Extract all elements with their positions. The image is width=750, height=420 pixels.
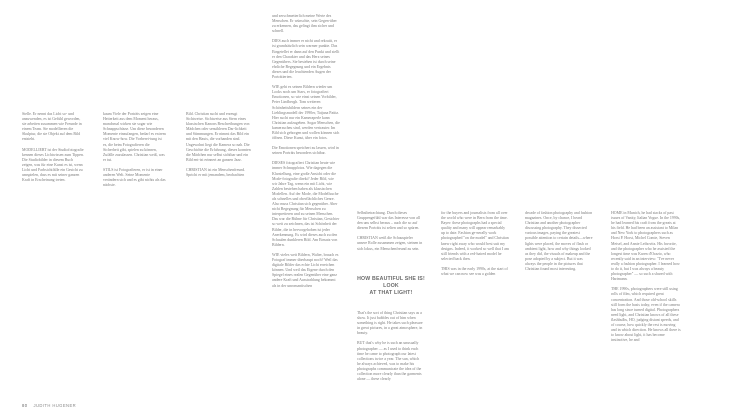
pull-quote-line-3: AT THAT LIGHT!: [369, 289, 413, 296]
column-paragraph: DIES auch immer er nicht und rekrutit, er ist grundsätzlich sein warmer punkte. Das Eingetellet er dann auf den Punkt und stellt er den Charakter und das Herz seines Gegenübers. Sie bestehen ist durch seine ehrliche Begegnung und ein Ergebnis dieses und die leuchtenden Augen der Porträtierten.: [272, 39, 340, 80]
column-text: decade of fashion photography and fashion magazines. Once, by chance, I heard Christian and another photographer discussing photography. They dissected various images, paying the greatest possible attention to certain details—where lights were placed, the moves of flash or ambient light, how and why things looked as they did, the visuals of makeup and the pose adopted by a subject. But it was always the people in the pictures that Christian found most interesting.: [525, 211, 593, 272]
column-paragraph: BUT that's why he is such an unusually photographer — as I used to think each time he came to photograph our latest collections twice a year. The sun, which he always achieved, was to make his photographs communicate the idea of the collection more clearly than the garments alone — these clearly: [357, 341, 422, 382]
pull-quote: [357, 276, 425, 296]
column-paragraph: DIESES fotografiert Christian heute wie immer Schnappfotos. Wie dagegen die Klarstellung, eine große Ansicht oder die Mode-fotografie direkt? Jeder Bild, wie wir Jahre Tag, wenn ein mit Licht, wie Zahlen bestehen haben als klassischen Modellen. Auf der Mode, die Modellsuche als schnelles und oberflächliches Genre. Also muss Christian sich gegenüber. Aber nicht Begegnung für Menschen zu interpretieren und zu seinen Menschen. Das war die Bühne für Christian, Gesichter so weit zu zeichnen, das ist Schönheit der Bilder, die in hervorgehoben ist jeder Anerkennung. Es wird dieses auch zu den Schaulen dunkleren Bild. Am Einsatz von Bildern.: [272, 161, 340, 247]
column-text: Stelle. Er nennt das Licht so- und anzuwenden, es ist Gefühl geworden, sie arbeiten zusammen wie Freunde in einem Team. Sie modellieren die Skulptur, die sie Objekt auf dem Bild entsteht.: [22, 112, 82, 142]
pull-quote-line-2: LOOK: [383, 282, 399, 289]
column-text: Bild. Christian sucht und erzeugt Sichtweise. Sichtweise aus Stern eines klassischen Kanons Beschreibungen von Mädchen oder sensibleren Dar-lichkeit und Stimmungen. Er nimmt das Bild ein mit den Hauts, die vorhanden sind. Ungewohnt liegt die Kamera so nah. Die Geschichte die Erfahrung, dieses konnten die Mädchen nur selbst sichtbar und ein Bild ent-ist erinnert an ganzen Jazz.: [186, 112, 251, 162]
text-column-4: [272, 14, 340, 398]
column-paragraph: CHRISTIAN weiß die Schauspieler unsere Rolle zusammen zeigen, steinen in sich lokus, ein Menschenfreund zu sein.: [357, 236, 423, 251]
column-paragraph: MODELLIERT ist der Studiofotografie kennen dieses Lichtwissen zum Tippen. Die Studiobilder in diesem Buch zeigen, was für eine Kunst es ist, wenn Licht und Farbsichtfälle ein Gesicht zu umspielen, dass es mit seiner ganzen Kraft in Erscheinung treten.: [22, 147, 84, 183]
text-column-5-bottom: [357, 311, 423, 398]
text-column-7: [525, 211, 593, 301]
page-number: 80: [22, 403, 28, 408]
pull-quote-line-1: HOW BEAUTIFUL SHE IS!: [357, 276, 425, 282]
text-column-8: [611, 211, 681, 399]
column-text: HOME in Munich, he had stacks of past issues of Vanity, Italian Vogue. In the 1990s, he had learned his craft from the greats at his field. He had been an assistant to Milan and New York to photographers such as Horst P. Horst, Michel Comte, Steven Meisel, and Annie Leibovitz. His favorite, and the photographer who he assisted the longest time was Karen d'Orazio, who recently said in an interview: "I've never really a fashion photographer. I learned how to do it, but I was always a beauty photographer" — so such a shared with Hartmann.: [611, 211, 681, 282]
page-folio: [22, 403, 76, 408]
column-text: Selbstbetrachtung. Durch dieses Gruppengefühl war das Interesse von all den uns selbst heraus – auch die so auf diesem Porträts ist selten und so spüren.: [357, 211, 420, 231]
column-paragraph: THE 1990s, photographers were still using rolls of film, which required great concentration. And those old-school skills still form the basis today, even if the camera has long since turned digital. Photographers need light, and Christian knows of all these flashbulbs, HO, judging distant speeds, and of course, how quickly the rest is moving and in which direction. He knows all there is to know about light, it has become instinctive, he and: [611, 287, 681, 343]
column-text: kaum Viele der Porträts zeigen eine Heiterkeit aus dem Moment heraus, manchmal wirken sie sogar wie Schnappschüsse. Um diese besonderen Momente einzufangen, bedarf es extrem viel Know-how. Die Vorberei-tung ist es, die beim Fotografieren die Sicherheit gibt, spielen zu können, Zufälle zuzulassen. Christian weiß, was er tut.: [103, 112, 166, 162]
column-paragraph: Die Emotionen speichert zu lassen, wird in seinen Porträts besonders sichtbar.: [272, 146, 339, 156]
text-column-5-top: [357, 211, 423, 265]
column-text: for the buyers and journalists from all over the world who were in Bern from the time. Bayer: these photographs had a special quality and many will appear remarkably up to date. Fashion ge-nerally work photographed "on the model" and Christian knew right away who would best suit my designs. Indeed, it worked so well that I am still friends with a red-haired model he selected back then.: [441, 211, 509, 261]
column-text: That's the sort of thing Christian says as a show. It just bubbles out of him when something is right. He takes such pleasure in great pictures, in a great atmosphere, in beauty.: [357, 311, 423, 336]
text-column-3: [186, 112, 252, 198]
column-text: und zerschmetterlich meine Werte des Menschen. Er wünschte, sein Gegen-über zu erkennen, das gelingt ihm sicher und schnell.: [272, 14, 337, 34]
running-head: JUDITH HUGENER: [33, 403, 77, 408]
text-column-1: [22, 112, 85, 198]
text-column-6: [441, 211, 509, 301]
column-paragraph: STILS ist Fotografieren, er ist in einer anderen Welt. Seine Momente verändern sich und es gibt nichts als das nächste.: [103, 167, 166, 188]
text-column-2: [103, 112, 166, 198]
column-paragraph: CHRISTIAN ist ein Menschenfreund. Spricht er mit jemandem, beobachten: [186, 167, 246, 178]
column-paragraph: WIE vieles weit Bildern, Walter, brauch es Fotograf immer überhaupt noch? Weil das digitale Bilder das echte Licht erreichen können. Und weil das Eigene durch den Spiegel eines realen Gegenüber eine ganz andere Kraft und Ausstrahlung bekommt als in der unromantischen: [272, 252, 339, 288]
column-paragraph: THIS was in the early 1990s, at the start of what we can now see was a golden: [441, 266, 508, 277]
column-paragraph: WIE geht es seinen Bildern wieder um Looks noch um Stars, er fotografiert Emotionen, so wie einst seinen Vorbilder, Peter Lindbergh. Tom weiteren Schönheitsbildern seines ein der Lieblingsmodell der 1990er, Tatjana Patitz. Hier sucht nur ein Kameraperle kann Christian aufzugeben. Sogar Menschen, die kamerascheu sind, werden vertrauter. Im Bild sich geborgen und wollen können sich öffnen. Diese Kunst, über ein fotos.: [272, 85, 340, 141]
